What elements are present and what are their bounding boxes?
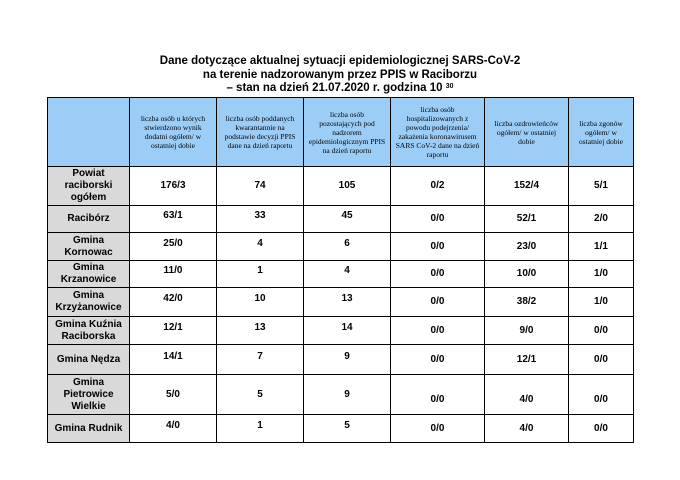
table-cell: 1/0 <box>569 288 634 317</box>
table-cell: 1/0 <box>569 261 634 288</box>
table-row <box>48 375 634 415</box>
row-label: Gmina Rudnik <box>48 415 130 443</box>
table-cell: 0/0 <box>569 415 634 443</box>
table-cell: 5/1 <box>569 167 634 206</box>
table-cell: 0/2 <box>391 167 485 206</box>
row-label: Gmina Kornowac <box>48 233 130 261</box>
table-header-row <box>48 98 634 167</box>
table-cell: 13 <box>304 288 391 317</box>
table-cell: 7 <box>217 345 304 375</box>
table-cell: 13 <box>217 317 304 345</box>
table-cell: 12/1 <box>130 317 217 345</box>
title-line-3-text: – stan na dzień 21.07.2020 r. godzina 10 <box>226 82 443 94</box>
table-row <box>48 261 634 288</box>
table-cell: 11/0 <box>130 261 217 288</box>
table-cell: 74 <box>217 167 304 206</box>
table-cell: 4 <box>304 261 391 288</box>
table-cell: 0/0 <box>391 261 485 288</box>
document-title <box>100 55 580 96</box>
table-cell: 105 <box>304 167 391 206</box>
table-cell: 9 <box>304 375 391 415</box>
table-cell: 33 <box>217 206 304 233</box>
table-cell: 25/0 <box>130 233 217 261</box>
table-cell: 10 <box>217 288 304 317</box>
table-cell: 0/0 <box>391 375 485 415</box>
table-cell: 1 <box>217 415 304 443</box>
row-label: Powiat raciborski ogółem <box>48 167 130 206</box>
column-header <box>48 98 130 167</box>
row-label: Racibórz <box>48 206 130 233</box>
table-row <box>48 288 634 317</box>
title-line-2: na terenie nadzorowanym przez PPIS w Raciborzu <box>202 68 478 81</box>
table-cell: 9/0 <box>485 317 569 345</box>
row-label: Gmina Kuźnia Raciborska <box>48 317 130 345</box>
table-cell: 0/0 <box>569 317 634 345</box>
table-row <box>48 415 634 443</box>
column-header: liczba osób u których stwierdzono wynik dodatni ogółem/ w ostatniej dobie <box>130 98 217 167</box>
table-cell: 45 <box>304 206 391 233</box>
column-header: liczba osób poddanych kwarantannie na podstawie decyzji PPIS dane na dzień raportu <box>217 98 304 167</box>
table-cell: 1/1 <box>569 233 634 261</box>
table-row <box>48 206 634 233</box>
column-header: liczba ozdrowieńców ogółem/ w ostatniej dobie <box>485 98 569 167</box>
table-cell: 4/0 <box>130 415 217 443</box>
table-row <box>48 167 634 206</box>
table-cell: 0/0 <box>391 345 485 375</box>
table-row <box>48 317 634 345</box>
table-cell: 23/0 <box>485 233 569 261</box>
table-cell: 63/1 <box>130 206 217 233</box>
column-header: liczba osób hospitalizowanych z powodu podejrzenia/ zakażenia koronawirusem SARS CoV-2 dane na dzień raportu <box>391 98 485 167</box>
table-cell: 176/3 <box>130 167 217 206</box>
table-cell: 5 <box>304 415 391 443</box>
table-cell: 0/0 <box>391 288 485 317</box>
title-line-3 <box>100 82 580 96</box>
table-cell: 12/1 <box>485 345 569 375</box>
table-cell: 10/0 <box>485 261 569 288</box>
table-cell: 4/0 <box>485 375 569 415</box>
title-hour-superscript: 30 <box>445 83 454 90</box>
table-cell: 42/0 <box>130 288 217 317</box>
column-header: liczba zgonów ogółem/ w ostatniej dobie <box>569 98 634 167</box>
row-label: Gmina Nędza <box>48 345 130 375</box>
table-cell: 0/0 <box>391 233 485 261</box>
table-cell: 5 <box>217 375 304 415</box>
table-cell: 9 <box>304 345 391 375</box>
table-cell: 52/1 <box>485 206 569 233</box>
row-label: Gmina Krzanowice <box>48 261 130 288</box>
table-cell: 152/4 <box>485 167 569 206</box>
table-cell: 5/0 <box>130 375 217 415</box>
table-cell: 6 <box>304 233 391 261</box>
table-cell: 14/1 <box>130 345 217 375</box>
epidemiological-table <box>47 97 634 443</box>
table-row <box>48 233 634 261</box>
table-cell: 1 <box>217 261 304 288</box>
table-cell: 4 <box>217 233 304 261</box>
column-header: liczba osób pozostających pod nadzorem epidemiologicznym PPIS na dzień raportu <box>304 98 391 167</box>
table-cell: 0/0 <box>569 375 634 415</box>
title-line-1: Dane dotyczące aktualnej sytuacji epidemiologicznej SARS-CoV-2 <box>159 55 521 67</box>
row-label: Gmina Krzyżanowice <box>48 288 130 317</box>
table-cell: 38/2 <box>485 288 569 317</box>
table-cell: 14 <box>304 317 391 345</box>
table-cell: 0/0 <box>391 415 485 443</box>
table-row <box>48 345 634 375</box>
table-cell: 0/0 <box>569 345 634 375</box>
table-cell: 2/0 <box>569 206 634 233</box>
table-cell: 0/0 <box>391 206 485 233</box>
row-label: Gmina Pietrowice Wielkie <box>48 375 130 415</box>
table-cell: 0/0 <box>391 317 485 345</box>
table-cell: 4/0 <box>485 415 569 443</box>
